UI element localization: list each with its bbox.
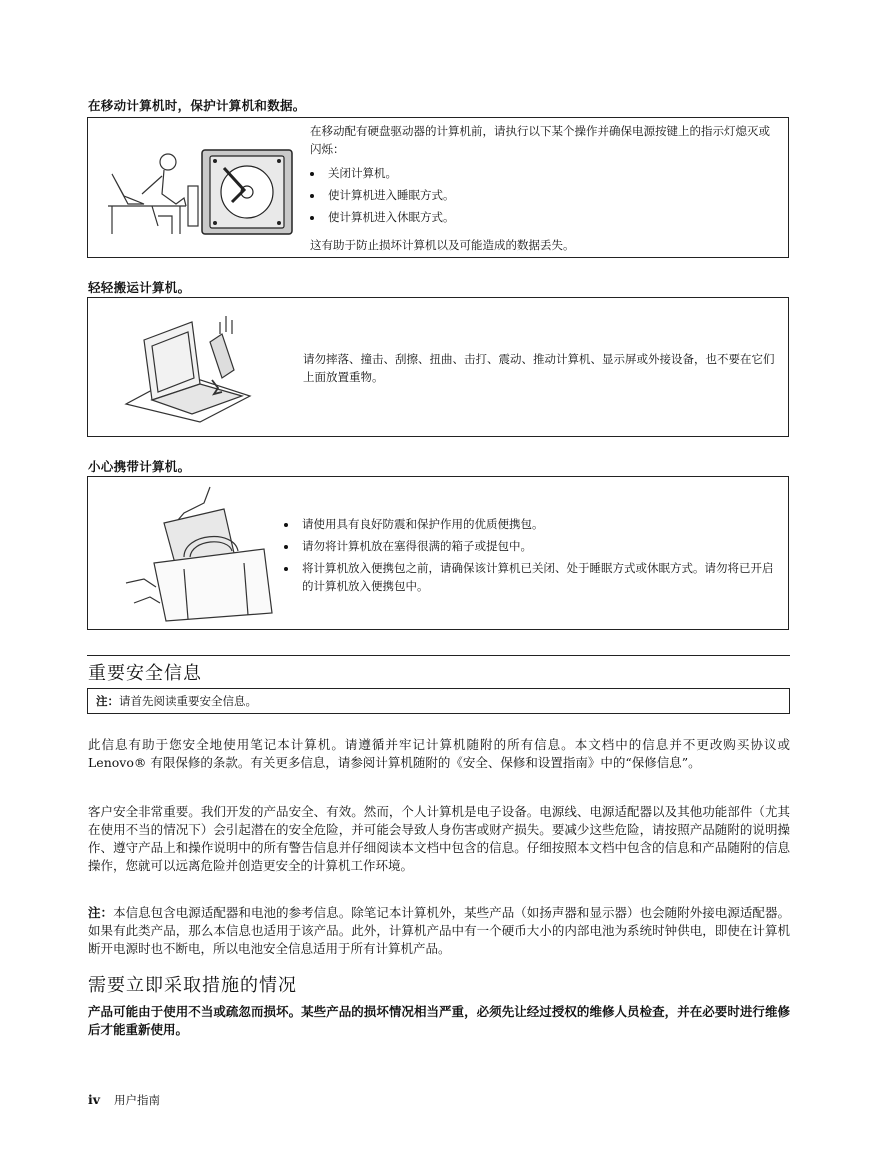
carry-text xyxy=(284,515,784,599)
important-paragraph-3 xyxy=(88,904,790,958)
dropping-laptop-illustration xyxy=(122,304,252,424)
note-label: 注： xyxy=(96,694,119,708)
note-text: 请首先阅读重要安全信息。 xyxy=(119,694,257,708)
list-item: • 请使用具有良好防震和保护作用的优质便携包。 xyxy=(298,515,784,533)
note-label-2: 注： xyxy=(88,905,114,920)
laptop-into-bag-illustration xyxy=(124,483,274,623)
moving-bullet-list xyxy=(310,164,780,226)
section-title-moving: 在移动计算机时，保护计算机和数据。 xyxy=(88,98,306,113)
moving-outro: 这有助于防止损坏计算机以及可能造成的数据丢失。 xyxy=(310,238,575,252)
immediate-text: 产品可能由于使用不当或疏忽而损坏。某些产品的损坏情况相当严重，必须先让经过授权的维修人员检查，并在必要时进行维修后才能重新使用。 xyxy=(88,1004,790,1037)
section-divider xyxy=(87,655,790,656)
note-box xyxy=(87,688,790,714)
list-item: • 请勿将计算机放在塞得很满的箱子或提包中。 xyxy=(298,537,784,555)
important-heading: 重要安全信息 xyxy=(88,663,202,684)
list-item: • 使计算机进入睡眠方式。 xyxy=(324,186,780,204)
list-item: • 使计算机进入休眠方式。 xyxy=(324,208,780,226)
section-title-handle: 轻轻搬运计算机。 xyxy=(88,280,191,295)
section-title-carry: 小心携带计算机。 xyxy=(88,459,191,474)
page-footer xyxy=(88,1092,160,1108)
note-text-2: 本信息包含电源适配器和电池的参考信息。除笔记本计算机外，某些产品（如扬声器和显示器）也会随附外接电源适配器。如果有此类产品，那么本信息也适用于该产品。此外，计算机产品中有一个硬币大小的内部电池为系统时钟供电，即使在计算机断开电源时也不断电，所以电池安全信息适用于所有计算机产品。 xyxy=(88,905,790,956)
important-paragraph-1: 此信息有助于您安全地使用笔记本计算机。请遵循并牢记计算机随附的所有信息。本文档中的信息并不更改购买协议或 Lenovo® 有限保修的条款。有关更多信息，请参阅计算机随附的《安全、保修和设置指南》中的“保修信息”。 xyxy=(88,737,790,770)
important-paragraph-2: 客户安全非常重要。我们开发的产品安全、有效。然而，个人计算机是电子设备。电源线、电源适配器以及其他功能部件（尤其在使用不当的情况下）会引起潜在的安全危险，并可能会导致人身伤害或财产损失。要减少这些危险，请按照产品随附的说明操作、遵守产品上和操作说明中的所有警告信息并仔细阅读本文档中包含的信息。仔细按照本文档中包含的信息和产品随附的信息操作，您就可以远离危险并创造更安全的计算机工作环境。 xyxy=(88,804,790,873)
handle-text: 请勿摔落、撞击、刮擦、扭曲、击打、震动、推动计算机、显示屏或外接设备，也不要在它们上面放置重物。 xyxy=(303,352,775,384)
immediate-heading: 需要立即采取措施的情况 xyxy=(88,975,297,996)
panel-handle xyxy=(87,297,789,437)
list-item: • 关闭计算机。 xyxy=(324,164,780,182)
person-laptop-hard-drive-illustration xyxy=(106,146,296,236)
list-item: • 将计算机放入便携包之前，请确保该计算机已关闭、处于睡眠方式或休眠方式。请勿将已开启的计算机放入便携包中。 xyxy=(298,559,784,595)
carry-bullet-list xyxy=(284,515,784,595)
panel-moving-text xyxy=(310,122,780,254)
panel-carry xyxy=(87,476,789,630)
page-number: iv xyxy=(88,1092,101,1107)
moving-intro: 在移动配有硬盘驱动器的计算机前，请执行以下某个操作并确保电源按键上的指示灯熄灭或闪烁： xyxy=(310,124,770,156)
footer-title: 用户指南 xyxy=(114,1093,161,1107)
panel-moving xyxy=(87,117,789,258)
